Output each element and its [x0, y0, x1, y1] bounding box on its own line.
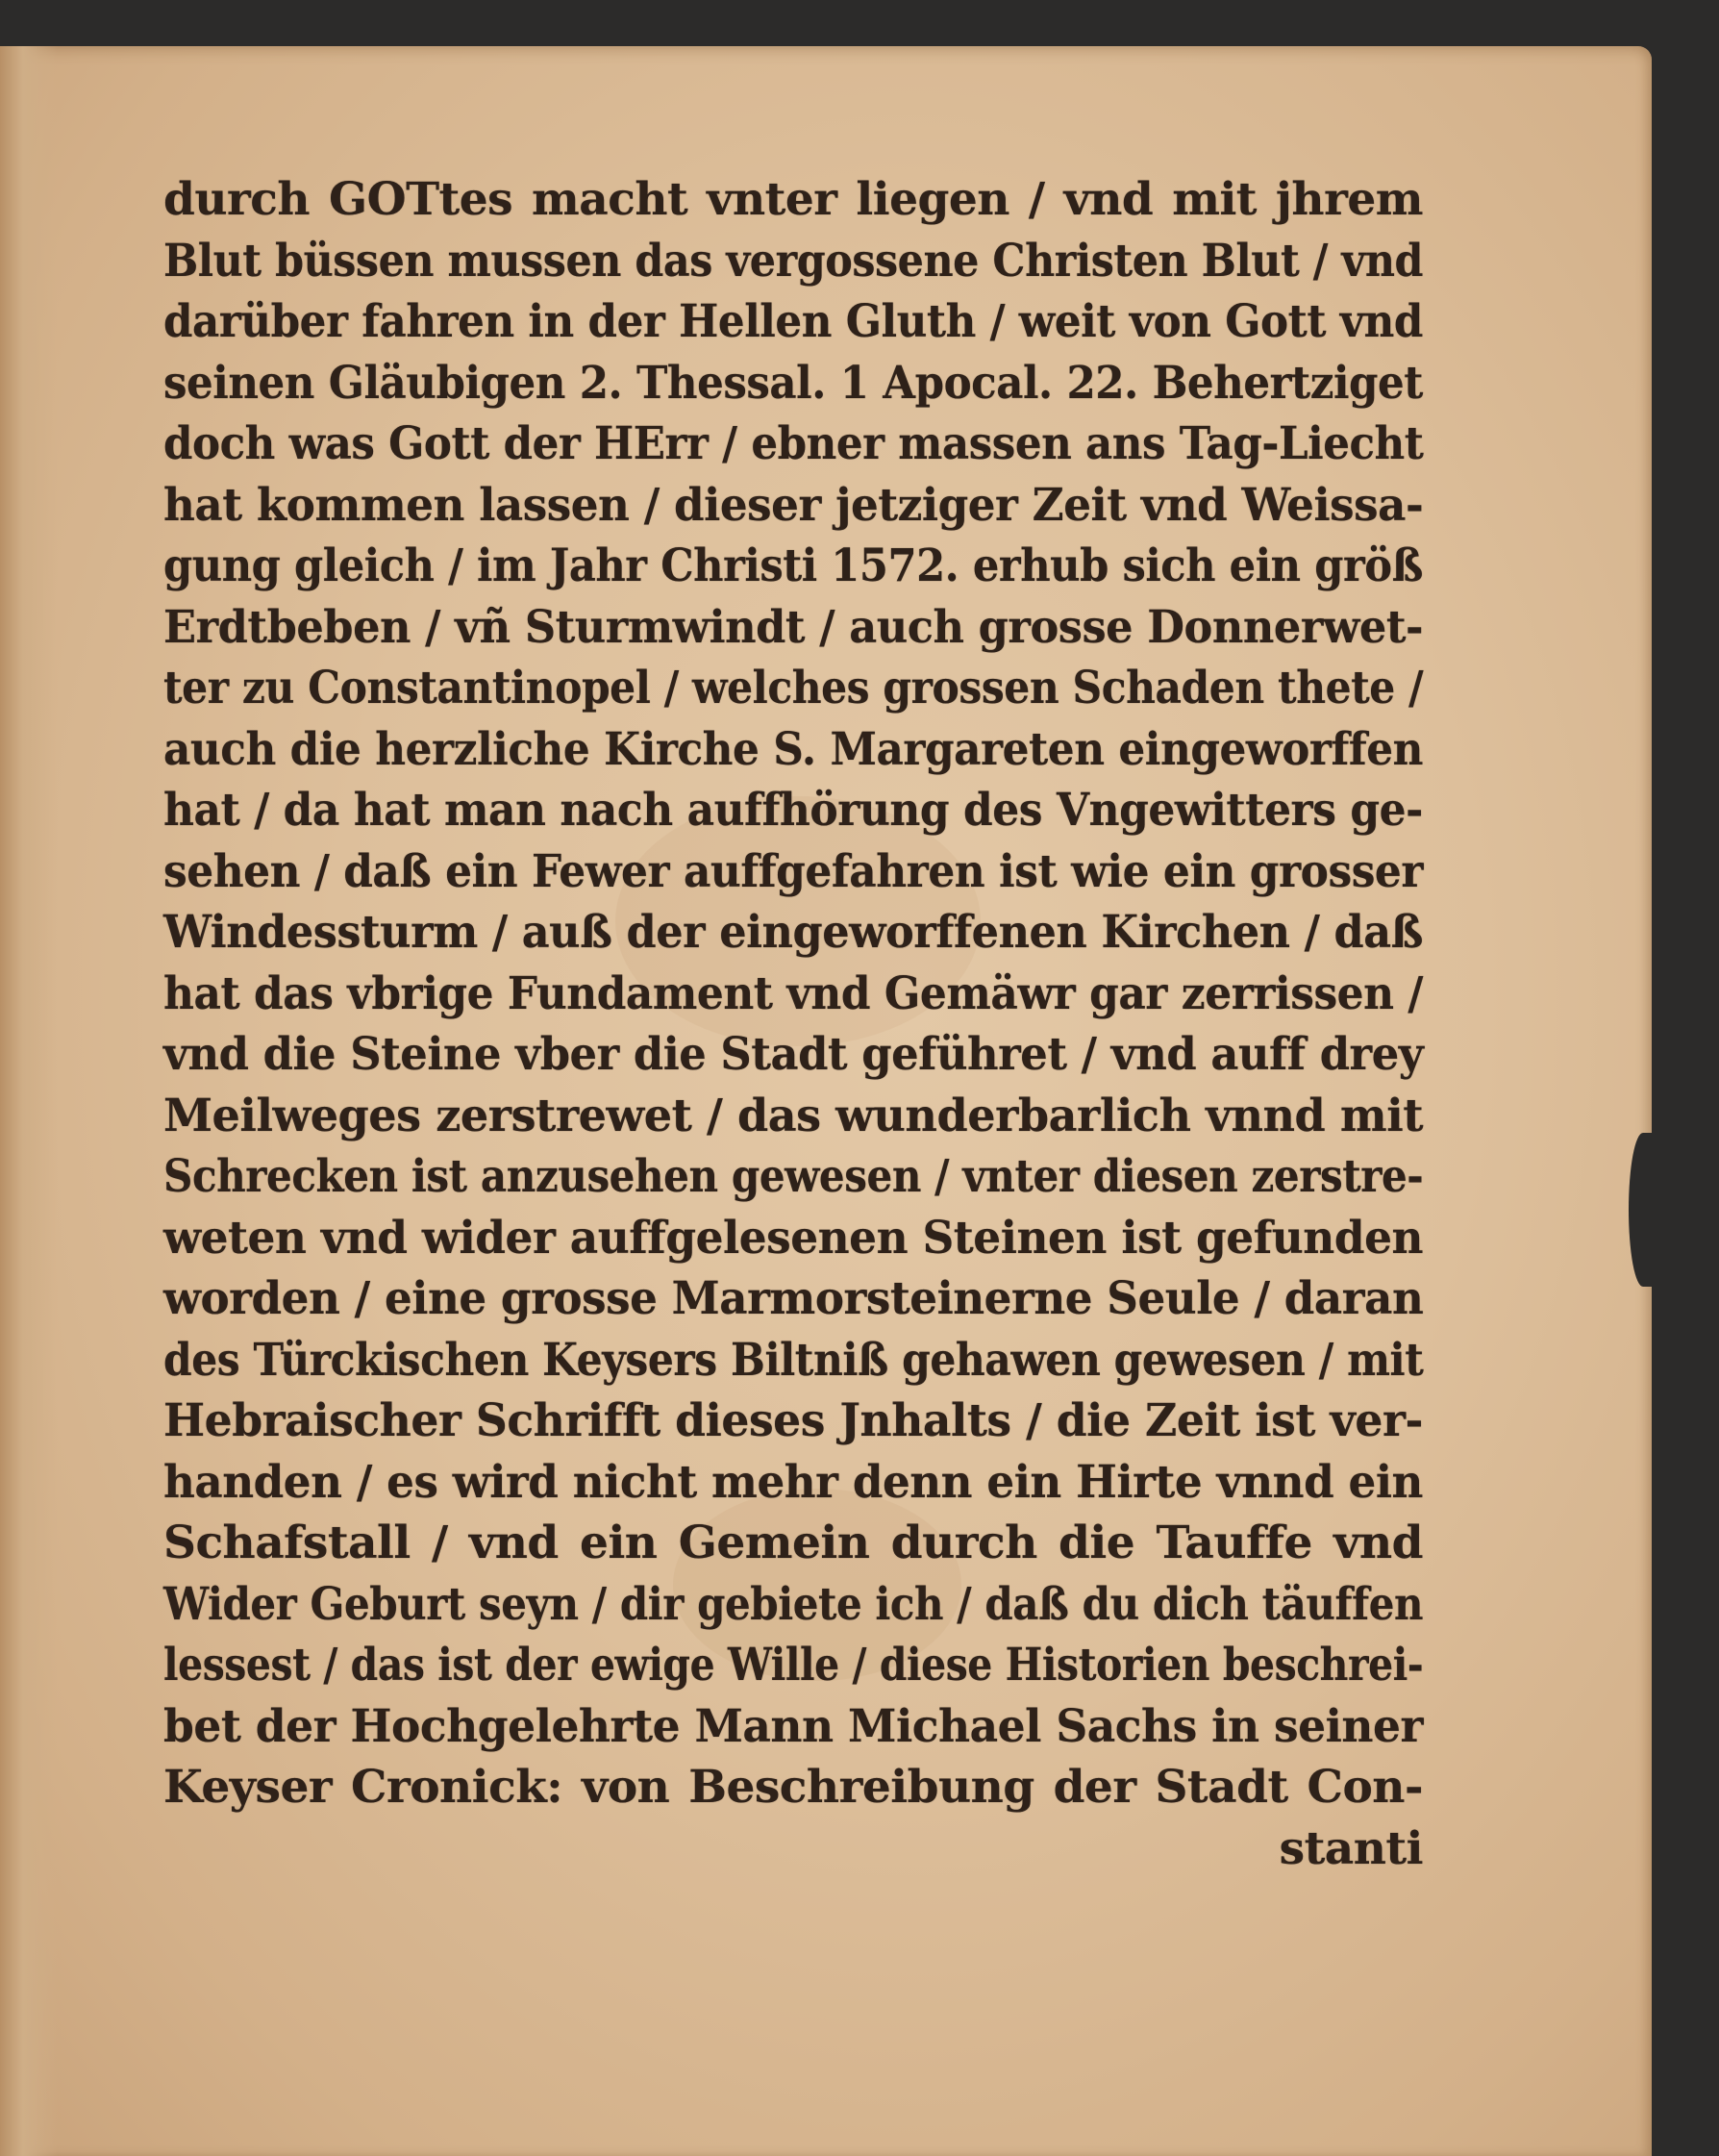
text-line: bet der Hochgelehrte Mann Michael Sachs in seiner — [163, 1699, 1424, 1753]
text-line: darüber fahren in der Hellen Gluth / weit von Gott vnd — [163, 295, 1423, 348]
text-line: des Türckischen Keysers Biltniß gehawen gewesen / mit — [163, 1333, 1424, 1387]
body-text — [163, 169, 1423, 1879]
text-line: Hebraischer Schrifft dieses Jnhalts / die Zeit ist ver- — [163, 1394, 1424, 1447]
text-line: gung gleich / im Jahr Christi 1572. erhub sich ein größ — [163, 539, 1424, 592]
text-line: handen / es wird nicht mehr denn ein Hirte vnnd ein — [163, 1455, 1423, 1509]
text-line: Windessturm / auß der eingeworffenen Kirchen / daß — [163, 906, 1424, 959]
text-line: weten vnd wider auffgelesenen Steinen ist gefunden — [163, 1211, 1424, 1265]
text-line: hat / da hat man nach auffhörung des Vngewitters ge- — [163, 784, 1423, 837]
book-page — [0, 46, 1652, 2156]
text-line: Schafstall / vnd ein Gemein durch die Tauffe vnd — [163, 1517, 1423, 1569]
text-line: Blut büssen mussen das vergossene Christen Blut / vnd — [163, 234, 1424, 288]
page-edge-notch — [1629, 1133, 1657, 1287]
catchword: stanti — [1279, 1821, 1423, 1875]
text-line: Schrecken ist anzusehen gewesen / vnter diesen zerstre- — [163, 1150, 1424, 1203]
text-line: seinen Gläubigen 2. Thessal. 1 Apocal. 22. Behertziget — [163, 356, 1423, 410]
text-line: Wider Geburt seyn / dir gebiete ich / daß du dich täuffen — [163, 1577, 1424, 1631]
text-line: worden / eine grosse Marmorsteinerne Seule / daran — [163, 1272, 1424, 1325]
text-line: hat kommen lassen / dieser jetziger Zeit vnd Weissa- — [163, 478, 1424, 532]
text-line: vnd die Steine vber die Stadt geführet / vnd auff drey — [163, 1028, 1424, 1081]
page-gutter — [0, 46, 58, 2156]
text-line: auch die herzliche Kirche S. Margareten eingeworffen — [163, 722, 1423, 776]
text-line: Keyser Cronick: von Beschreibung der Stadt Con- — [163, 1761, 1423, 1814]
text-line: ter zu Constantinopel / welches grossen Schaden thete / — [163, 662, 1424, 714]
text-line: Erdtbeben / vñ Sturmwindt / auch grosse Donnerwet- — [163, 600, 1424, 654]
text-line: hat das vbrige Fundament vnd Gemäwr gar zerrissen / — [163, 966, 1423, 1020]
text-line: durch GOTtes macht vnter liegen / vnd mit jhrem — [163, 173, 1423, 226]
text-line: sehen / daß ein Fewer auffgefahren ist wie ein grosser — [163, 844, 1424, 898]
text-line: Meilweges zerstrewet / das wunderbarlich vnnd mit — [163, 1089, 1424, 1142]
text-line: lessest / das ist der ewige Wille / diese Historien beschrei- — [163, 1639, 1424, 1692]
text-line: doch was Gott der HErr / ebner massen ans Tag-Liecht — [163, 417, 1424, 470]
